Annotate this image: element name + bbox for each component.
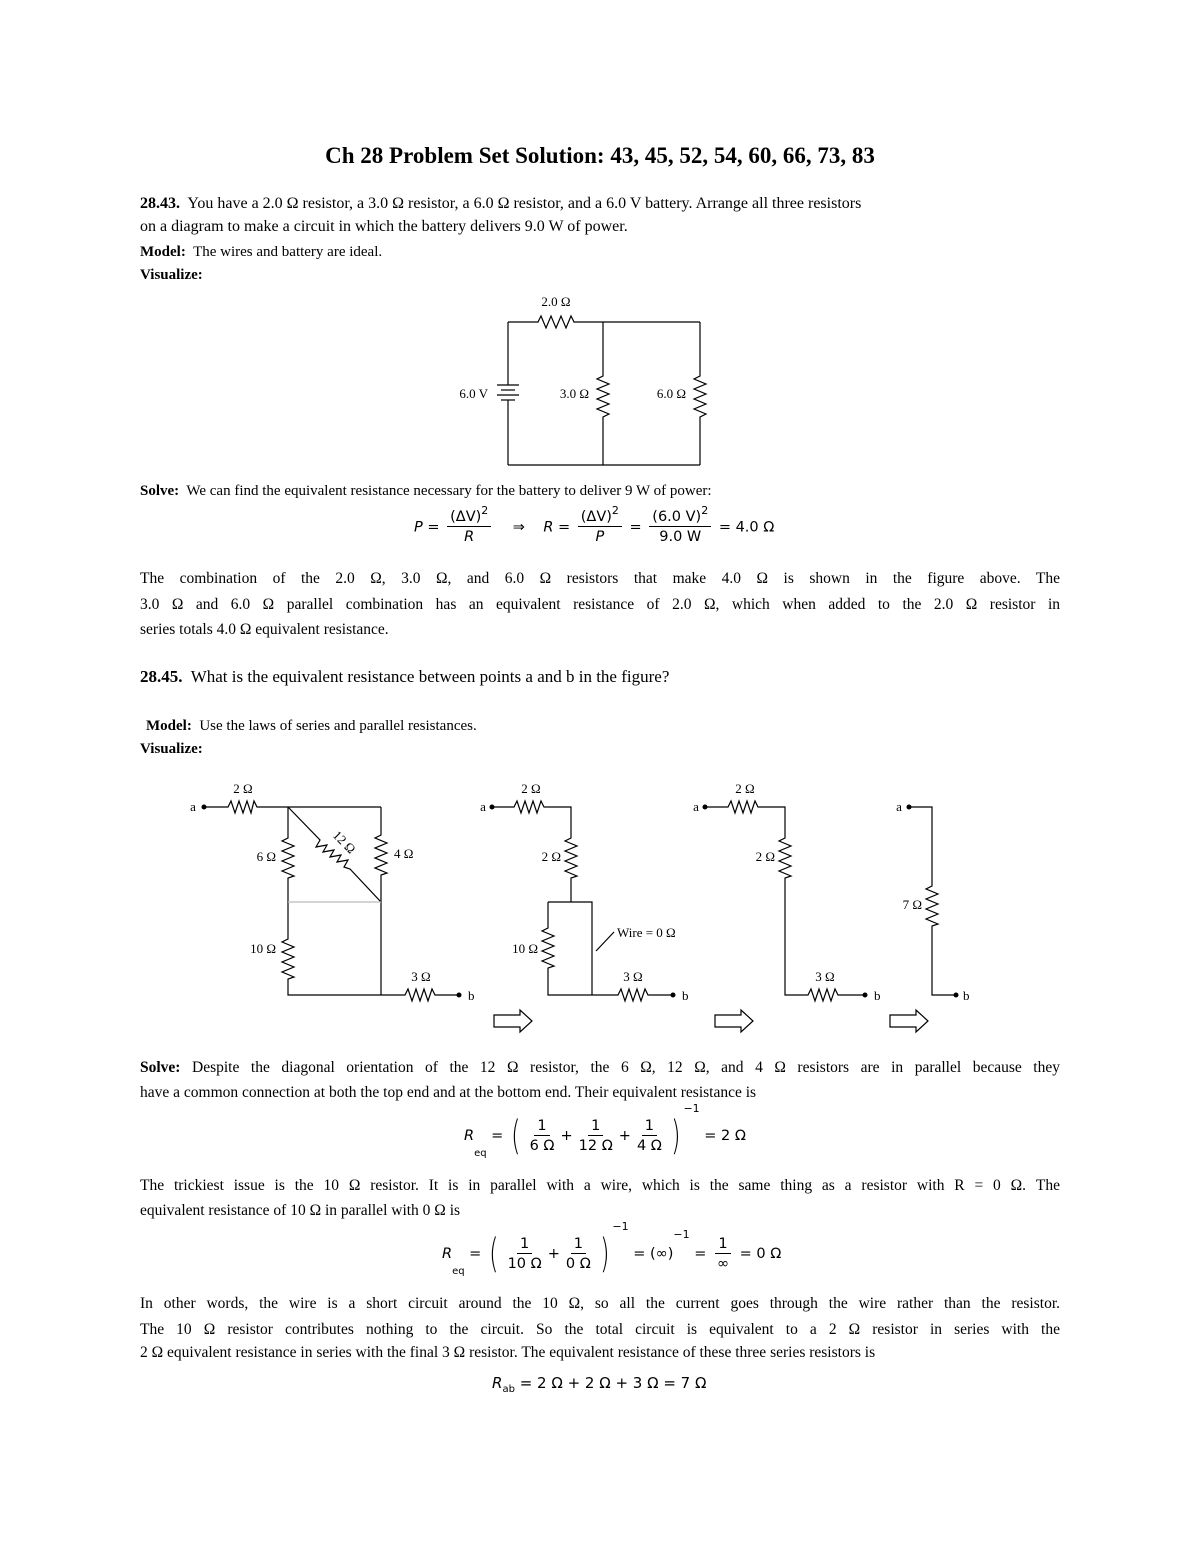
d4-node-a: a (896, 799, 902, 814)
problem-45-number: 28.45. (140, 667, 183, 686)
equation-req-short: $R_{eq}$ = ( $\frac{1}{10 \Omega}$ + $\frac{1}{0 \Omega}$ )$^{-1}$ = (∞)$^{-1}$ = $\frac{1}{\infty}$ = 0 Ω (442, 1220, 782, 1277)
label-2-ohm: 2.0 Ω (541, 294, 571, 309)
d3-node-a: a (693, 799, 699, 814)
problem-45-mid-line2: equivalent resistance of 10 Ω in parallel with 0 Ω is (140, 1202, 461, 1219)
problem-43-body-line1: The combination of the 2.0 Ω, 3.0 Ω, and 6.0 Ω resistors that make 4.0 Ω is shown in the figure above. The (140, 570, 1060, 587)
d1-label-12-ohm: 12 Ω (329, 827, 359, 857)
problem-45-solve-line1: Solve: Despite the diagonal orientation of the 12 Ω resistor, the 6 Ω, 12 Ω, and 4 Ω resistors are in parallel because they (140, 1059, 1060, 1076)
problem-45-question: 28.45. What is the equivalent resistance between points a and b in the figure? (140, 667, 670, 686)
problem-45-end-line3: 2 Ω equivalent resistance in series with the final 3 Ω resistor. The equivalent resistance of these three series resistors is (140, 1344, 876, 1361)
d2-wire-label: Wire = 0 Ω (617, 925, 676, 940)
d1-label-6-ohm: 6 Ω (256, 849, 276, 864)
problem-43-number: 28.43. (140, 195, 180, 212)
problem-45-mid-line1: The trickiest issue is the 10 Ω resistor. It is in parallel with a wire, which is the same thing as a resistor with R = 0 Ω. The (140, 1177, 1060, 1194)
label-3-ohm: 3.0 Ω (559, 386, 589, 401)
d3-node-b: b (874, 988, 881, 1003)
d1-label-3-ohm: 3 Ω (411, 969, 431, 984)
d2-label-2-ohm-vertical: 2 Ω (541, 849, 561, 864)
problem-45-visualize-label: Visualize: (140, 741, 203, 757)
problem-43-question-line2: on a diagram to make a circuit in which the battery delivers 9.0 W of power. (140, 218, 628, 235)
equation-req-parallel: $R_{eq}$ = ( $\frac{1}{6 \Omega}$ + $\frac{1}{12 \Omega}$ + $\frac{1}{4 \Omega}$ )$^{-1}$ = 2 Ω (464, 1102, 746, 1159)
d1-node-a: a (190, 799, 196, 814)
equation-power: P = $\frac{(\Delta V)^2}{R}$ ⇒ R = $\frac{(\Delta V)^2}{P}$ = $\frac{(6.0 V)^2}{9.0 W}$ = 4.0 Ω (414, 504, 775, 545)
solve-text: We can find the equivalent resistance necessary for the battery to deliver 9 W of power: (186, 483, 712, 499)
d2-node-b: b (682, 988, 689, 1003)
page-title: Ch 28 Problem Set Solution: 43, 45, 52, 54, 60, 66, 73, 83 (325, 143, 875, 168)
label-6-ohm: 6.0 Ω (656, 386, 686, 401)
d3-label-2-ohm-top: 2 Ω (735, 781, 755, 796)
d2-label-10-ohm: 10 Ω (512, 941, 538, 956)
d4-node-b: b (963, 988, 970, 1003)
d2-node-a: a (480, 799, 486, 814)
problem-43-body-line3: series totals 4.0 Ω equivalent resistance. (140, 621, 389, 638)
problem-45-model: Model: Use the laws of series and parallel resistances. (146, 718, 477, 734)
model-text: The wires and battery are ideal. (193, 244, 383, 260)
problem-45-solve-line2: have a common connection at both the top end and at the bottom end. Their equivalent resistance is (140, 1084, 757, 1101)
d3-label-3-ohm: 3 Ω (815, 969, 835, 984)
problem-43-question-text: You have a 2.0 Ω resistor, a 3.0 Ω resistor, a 6.0 Ω resistor, and a 6.0 V battery. Arrange all three resistors (187, 195, 862, 212)
d1-label-2-ohm: 2 Ω (233, 781, 253, 796)
problem-45-end-line2: The 10 Ω resistor contributes nothing to the circuit. So the total circuit is equivalent to a 2 Ω resistor in series with the (140, 1321, 1060, 1338)
problem-43-body-line2: 3.0 Ω and 6.0 Ω parallel combination has an equivalent resistance of 2.0 Ω, which when added to the 2.0 Ω resistor in (140, 596, 1060, 613)
d1-label-10-ohm: 10 Ω (250, 941, 276, 956)
equation-rab: $R_{ab} = 2$ Ω + 2 Ω + 3 Ω = 7 Ω (492, 1374, 707, 1395)
model-label: Model: (140, 244, 186, 260)
d1-node-b: b (468, 988, 475, 1003)
d4-label-7-ohm: 7 Ω (902, 897, 922, 912)
d3-label-2-ohm-vertical: 2 Ω (755, 849, 775, 864)
d2-label-2-ohm-top: 2 Ω (521, 781, 541, 796)
d2-label-3-ohm: 3 Ω (623, 969, 643, 984)
implies-arrow: ⇒ (512, 519, 525, 536)
label-battery: 6.0 V (459, 386, 488, 401)
d1-label-4-ohm: 4 Ω (394, 846, 414, 861)
solve-label: Solve: (140, 483, 180, 499)
problem-45-end-line1: In other words, the wire is a short circuit around the 10 Ω, so all the current goes through the wire rather than the resistor. (140, 1295, 1060, 1312)
problem-43-visualize-label: Visualize: (140, 267, 203, 283)
